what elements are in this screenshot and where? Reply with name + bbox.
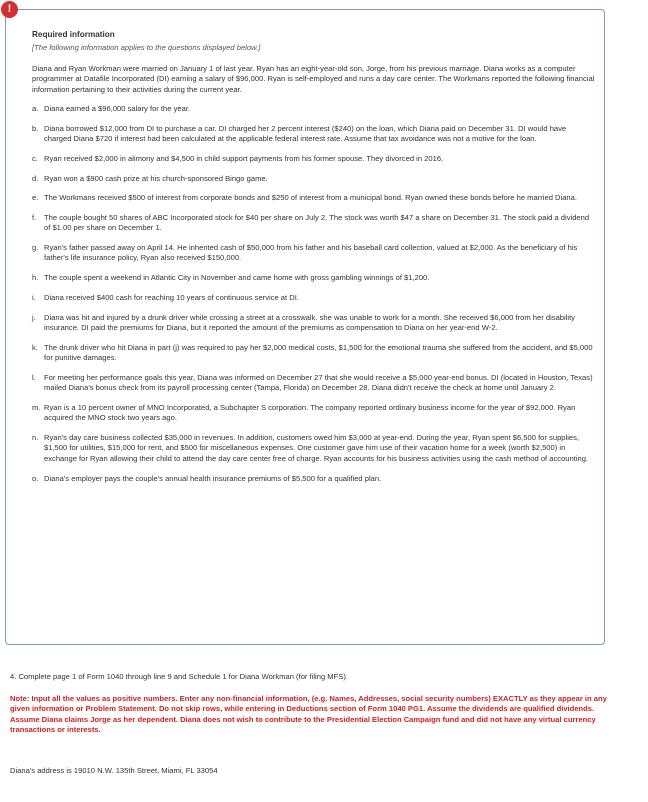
fact-letter: e. [32, 193, 39, 203]
fact-text: For meeting her performance goals this year, Diana was informed on December 27 that she would receive a $5,000 year-end bonus. DI (located in Houston, Texas) mailed Diana's bonus check from its payroll processing center (Tampa, Florida) on December 28. Diana didn't receive the check at home until January 2. [44, 372, 593, 393]
fact-text: Diana earned a $96,000 salary for the year. [44, 104, 191, 114]
fact-text: Ryan's father passed away on April 14. He inherited cash of $50,000 from his father and his baseball card collection, valued at $2,000. As the beneficiary of his father's life insurance policy, Ryan also received $150,000. [44, 243, 578, 263]
fact-text: The drunk driver who hit Diana in part (j) was required to pay her $2,000 medical costs, $1,500 for the emotional trauma she suffered from the accident, and $5,000 for punitive damages. [44, 342, 593, 363]
fact-letter: o. [32, 473, 39, 483]
fact-item [32, 293, 595, 303]
fact-item [32, 433, 595, 464]
fact-text: Diana borrowed $12,000 from DI to purchase a car. DI charged her 2 percent interest ($240) on the loan, which Diana paid on December 31. DI would have charged Diana $720 if interest had been calculated at the applicable federal interest rate. Assume that tax avoidance was not a motive for the loan. [44, 123, 567, 144]
panel-title: Required information [32, 30, 115, 39]
fact-letter: j. [32, 312, 36, 322]
fact-item [32, 174, 595, 184]
fact-text: Ryan is a 10 percent owner of MNO Incorporated, a Subchapter S corporation. The company reported ordinary business income for the year of $92,000. Ryan acquired the MNO stock two years ago. [44, 402, 576, 423]
panel-subtitle: [The following information applies to the questions displayed below.] [32, 43, 261, 53]
fact-item [32, 403, 595, 424]
fact-item [32, 154, 595, 164]
fact-text: Ryan won a $900 cash prize at his church-sponsored Bingo game. [44, 173, 268, 183]
fact-item [32, 213, 595, 234]
fact-item [32, 124, 595, 145]
intro-paragraph: Diana and Ryan Workman were married on January 1 of last year. Ryan has an eight-year-old son, Jorge, from his previous marriage. Diana works as a computer programmer at Datafile Incorporated (DI) earning a salary of $96,000. Ryan is self-employed and runs a day care center. The Workmans reported the following financial information pertaining to their activities during the current year. [32, 63, 595, 94]
fact-text: Diana was hit and injured by a drunk driver while crossing a street at a crosswalk. she was unable to work for a month. She received $6,000 from her disability insurance. DI paid the premiums for Diana, but it reported the amount of the premiums as compensation to Diana on her year-end W-2. [44, 312, 575, 332]
fact-letter: g. [32, 243, 39, 253]
fact-item [32, 373, 595, 394]
fact-item [32, 474, 595, 484]
fact-letter: l. [32, 372, 36, 382]
fact-text: Ryan's day care business collected $35,000 in revenues. In addition, customers owed him $3,000 at year-end. During the year, Ryan spent $6,500 for supplies, $1,500 for utilities, $15,000 for rent, and $500 for miscellaneous expenses. One customer gave him use of their vacation home for a week (worth $2,500) in exchange for Ryan allowing their child to attend the day care center free of charge. Ryan accounts for his business activities using the cash method of accounting. [44, 433, 589, 463]
fact-item [32, 104, 595, 114]
address-line: Diana's address is 19010 N.W. 135th Street, Miami, FL 33054 [10, 766, 218, 775]
fact-list [32, 104, 595, 484]
question-text: 4. Complete page 1 of Form 1040 through line 9 and Schedule 1 for Diana Workman (for filing MFS). [10, 672, 348, 681]
fact-letter: f. [32, 212, 37, 222]
fact-item [32, 313, 595, 334]
fact-text: The Workmans received $500 of interest from corporate bonds and $250 of interest from a municipal bond. Ryan owned these bonds before he married Diana. [44, 193, 577, 203]
fact-letter: k. [32, 342, 38, 352]
fact-text: The couple bought 50 shares of ABC Incorporated stock for $40 per share on July 2. The stock was worth $47 a share on December 31. The stock paid a dividend of $1.00 per share on December 1. [44, 212, 590, 233]
fact-letter: m. [32, 402, 41, 412]
fact-letter: c. [32, 153, 38, 163]
fact-letter: n. [32, 433, 39, 443]
fact-item [32, 273, 595, 283]
fact-letter: a. [32, 104, 39, 114]
fact-item [32, 193, 595, 203]
instruction-note: Note: Input all the values as positive numbers. Enter any non-financial information, (e.g. Names, Addresses, social security numbers) EXACTLY as they appear in any given information or Problem Statement. Do not skip rows, while entering in Deductions section of Form 1040 PG1. Assume the dividends are qualified dividends. Assume Diana claims Jorge as her dependent. Diana does not wish to contribute to the Presidential Election Campaign fund and did not have any virtual currency transactions or interests. [10, 694, 607, 734]
fact-item [32, 343, 595, 364]
fact-text: The couple spent a weekend in Atlantic City in November and came home with gross gambling winnings of $1,200. [44, 273, 430, 283]
fact-item [32, 243, 595, 264]
fact-letter: i. [32, 292, 36, 302]
fact-text: Ryan received $2,000 in alimony and $4,500 in child support payments from his former spouse. They divorced in 2016. [44, 153, 444, 163]
alert-icon: ! [1, 1, 18, 18]
fact-text: Diana received $400 cash for reaching 10 years of continuous service at DI. [44, 292, 299, 302]
fact-letter: d. [32, 173, 39, 183]
fact-letter: b. [32, 123, 39, 133]
fact-letter: h. [32, 273, 39, 283]
required-information-panel [5, 3, 605, 645]
fact-text: Diana's employer pays the couple's annual health insurance premiums of $5,500 for a qualified plan. [44, 473, 382, 483]
